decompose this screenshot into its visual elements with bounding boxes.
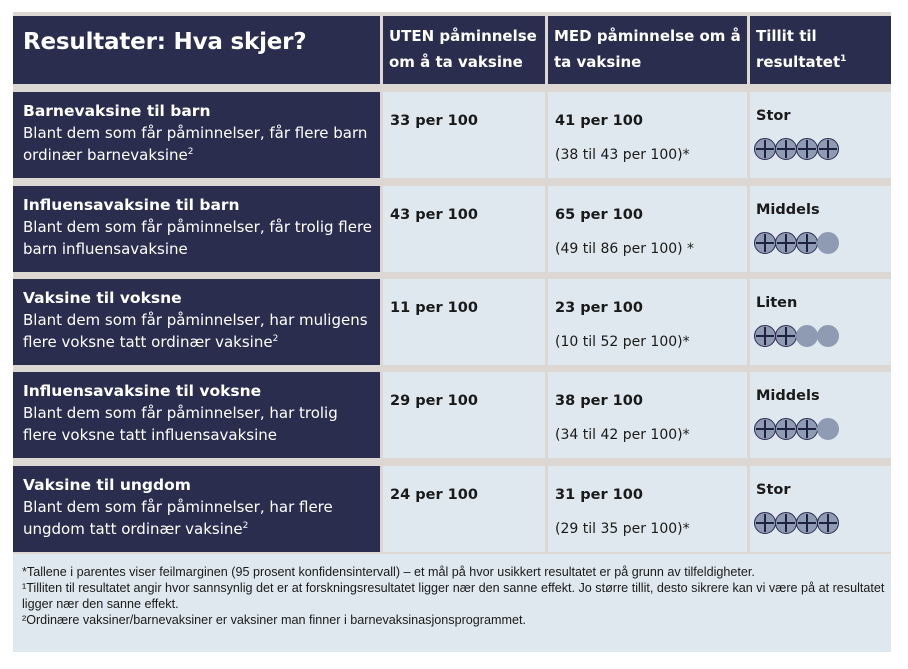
- with-reminder-value: 23 per 100 (10 til 52 per 100)*: [548, 279, 747, 350]
- outcome-description: Blant dem som får påminnelser, får trolig flere barn influensavaksine: [23, 218, 373, 258]
- certainty-plus-icon: [775, 232, 797, 254]
- certainty-label: Liten: [756, 295, 798, 311]
- certainty-cell: [750, 372, 891, 458]
- certainty-plus-icon: [817, 512, 839, 534]
- certainty-empty-icon: [796, 325, 818, 347]
- without-reminder-value: 43 per 100: [390, 207, 478, 223]
- without-reminder-value: 11 per 100: [390, 300, 478, 316]
- without-reminder-value: 33 per 100: [390, 113, 478, 129]
- without-reminder-cell: [383, 92, 545, 178]
- without-reminder-cell: [383, 466, 545, 552]
- certainty-plus-icon: [754, 138, 776, 160]
- with-reminder-cell: [548, 372, 747, 458]
- certainty-rating: [754, 418, 891, 440]
- header-with-reminder: MED påminnelse om å ta vaksine: [554, 27, 741, 71]
- outcome-cell: [13, 186, 380, 272]
- certainty-plus-icon: [754, 232, 776, 254]
- outcome-title: Vaksine til ungdom: [23, 476, 191, 494]
- with-reminder-cell: [548, 466, 747, 552]
- certainty-plus-icon: [775, 512, 797, 534]
- with-reminder-value: 41 per 100 (38 til 43 per 100)*: [548, 92, 747, 163]
- certainty-label: Stor: [756, 482, 791, 498]
- certainty-cell: [750, 466, 891, 552]
- header-without-reminder: UTEN påminnelse om å ta vaksine: [389, 27, 537, 71]
- certainty-cell: [750, 186, 891, 272]
- outcome-cell: [13, 279, 380, 365]
- certainty-plus-icon: [775, 325, 797, 347]
- outcome-description: Blant dem som får påminnelser, får flere barn ordinær barnevaksine$^2$: [23, 124, 368, 164]
- outcome-description: Blant dem som får påminnelser, har muligens flere voksne tatt ordinær vaksine$^2$: [23, 311, 368, 351]
- footnote-ci: *Tallene i parentes viser feilmarginen (95 prosent konfidensintervall) – et mål på hvor usikkert resultatet er på grunn av tilfeldigheter.: [22, 565, 755, 579]
- without-reminder-cell: [383, 372, 545, 458]
- certainty-plus-icon: [775, 138, 797, 160]
- certainty-plus-icon: [754, 418, 776, 440]
- table-title: Resultater: Hva skjer?: [23, 29, 307, 55]
- outcome-cell: [13, 372, 380, 458]
- certainty-rating: [754, 138, 891, 160]
- certainty-rating: [754, 512, 891, 534]
- header-title-cell: [13, 16, 380, 84]
- outcome-description: Blant dem som får påminnelser, har trolig flere voksne tatt influensavaksine: [23, 404, 338, 444]
- with-reminder-cell: [548, 279, 747, 365]
- footnote-vaccines: ²Ordinære vaksiner/barnevaksiner er vaksiner man finner i barnevaksinasjonsprogrammet.: [22, 613, 526, 627]
- certainty-plus-icon: [754, 512, 776, 534]
- outcome-title: Influensavaksine til barn: [23, 196, 240, 214]
- header-without-cell: [383, 16, 545, 84]
- outcome-description: Blant dem som får påminnelser, har flere ungdom tatt ordinær vaksine$^2$: [23, 498, 333, 538]
- certainty-plus-icon: [817, 138, 839, 160]
- certainty-plus-icon: [754, 325, 776, 347]
- desc-footnote-sup: 2: [187, 147, 194, 157]
- header-certainty: Tillit til resultatet$^1$: [756, 27, 847, 71]
- desc-footnote-sup: 2: [272, 334, 279, 344]
- with-reminder-cell: [548, 92, 747, 178]
- desc-footnote-sup: 2: [242, 521, 249, 531]
- certainty-plus-icon: [796, 138, 818, 160]
- confidence-interval: (49 til 86 per 100) *: [555, 241, 695, 257]
- certainty-empty-icon: [817, 325, 839, 347]
- outcome-cell: [13, 466, 380, 552]
- outcome-title: Influensavaksine til voksne: [23, 382, 262, 400]
- certainty-rating: [754, 325, 891, 347]
- certainty-plus-icon: [796, 232, 818, 254]
- without-reminder-cell: [383, 186, 545, 272]
- certainty-plus-icon: [796, 512, 818, 534]
- with-reminder-value: 31 per 100 (29 til 35 per 100)*: [548, 466, 747, 537]
- certainty-empty-icon: [817, 418, 839, 440]
- confidence-interval: (29 til 35 per 100)*: [555, 521, 690, 537]
- outcome-title: Barnevaksine til barn: [23, 102, 211, 120]
- without-reminder-cell: [383, 279, 545, 365]
- with-reminder-value: 38 per 100 (34 til 42 per 100)*: [548, 372, 747, 443]
- certainty-rating: [754, 232, 891, 254]
- outcome-title: Vaksine til voksne: [23, 289, 182, 307]
- header-with-cell: [548, 16, 747, 84]
- footnote-certainty: ¹Tilliten til resultatet angir hvor sannsynlig det er at forskningsresultatet ligger nær den sanne effekt. Jo større tillit, desto sikrere kan vi være på at resultatet ligger nær den sanne effekt.: [22, 581, 885, 611]
- header-certainty-cell: [750, 16, 891, 84]
- certainty-plus-icon: [796, 418, 818, 440]
- certainty-label: Middels: [756, 202, 820, 218]
- outcome-cell: [13, 92, 380, 178]
- certainty-plus-icon: [775, 418, 797, 440]
- confidence-interval: (34 til 42 per 100)*: [555, 427, 690, 443]
- header-certainty-sup: 1: [840, 54, 847, 64]
- confidence-interval: (10 til 52 per 100)*: [555, 334, 690, 350]
- certainty-label: Middels: [756, 388, 820, 404]
- footnotes: [13, 554, 891, 652]
- without-reminder-value: 24 per 100: [390, 487, 478, 503]
- confidence-interval: (38 til 43 per 100)*: [555, 147, 690, 163]
- without-reminder-value: 29 per 100: [390, 393, 478, 409]
- certainty-cell: [750, 92, 891, 178]
- with-reminder-value: 65 per 100 (49 til 86 per 100) *: [548, 186, 747, 257]
- certainty-empty-icon: [817, 232, 839, 254]
- certainty-cell: [750, 279, 891, 365]
- certainty-label: Stor: [756, 108, 791, 124]
- with-reminder-cell: [548, 186, 747, 272]
- results-table: [13, 12, 891, 652]
